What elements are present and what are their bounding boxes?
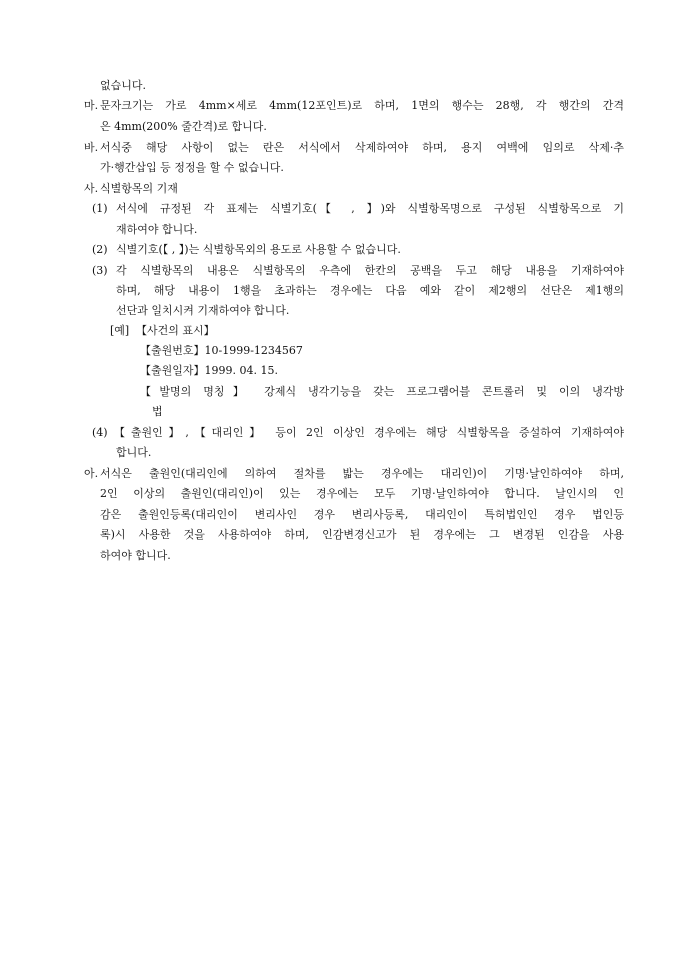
sub-item-3-line-2: 하며, 해당 내용이 1행을 초과하는 경우에는 다음 예와 같이 제2행의 선단은 제1행의 bbox=[116, 284, 624, 297]
item-ba-line-1: 서식중 해당 사항이 없는 란은 서식에서 삭제하여야 하며, 용지 여백에 임의로 삭제·추 bbox=[100, 141, 624, 154]
sub-item-4-line-1: 【출원인】,【대리인】 등이 2인 이상인 경우에는 해당 식별항목을 증설하여 기재하여야 bbox=[114, 426, 624, 439]
item-ba-marker: 바. bbox=[84, 141, 99, 154]
item-a-line-4: 록)시 사용한 것을 사용하여야 하며, 인감변경신고가 된 경우에는 그 변경된 인감을 사용 bbox=[100, 528, 624, 541]
sub-item-3-line-1: 각 식별항목의 내용은 식별항목의 우측에 한칸의 공백을 두고 해당 내용을 기재하여야 bbox=[116, 264, 624, 277]
example-invention-title-line-1: 【발명의 명칭】 강제식 냉각기능을 갖는 프로그램어블 콘트롤러 및 이의 냉각방 bbox=[140, 385, 624, 398]
item-a-line-5: 하여야 합니다. bbox=[100, 549, 171, 562]
continuation-text: 없습니다. bbox=[100, 79, 147, 92]
example-application-date: 【출원일자】1999. 04. 15. bbox=[140, 364, 278, 377]
sub-item-2-line-1: 식별기호(【 , 】)는 식별항목외의 용도로 사용할 수 없습니다. bbox=[116, 243, 401, 256]
item-sa-heading: 식별항목의 기재 bbox=[100, 182, 178, 195]
sub-item-1-line-2: 재하여야 합니다. bbox=[116, 223, 198, 236]
sub-item-2-marker: (2) bbox=[92, 243, 108, 256]
example-invention-title-line-2: 법 bbox=[152, 405, 163, 418]
item-a-line-2: 2인 이상의 출원인(대리인)이 있는 경우에는 모두 기명·날인하여야 합니다. 날인시의 인 bbox=[100, 487, 624, 500]
sub-item-4-marker: (4) bbox=[92, 426, 108, 439]
example-case-title: 【사건의 표시】 bbox=[136, 324, 215, 337]
item-a-line-3: 감은 출원인등록(대리인이 변리사인 경우 변리사등록, 대리인이 특허법인인 경우 법인등 bbox=[100, 508, 624, 521]
item-ba-line-2: 가·행간삽입 등 정정을 할 수 없습니다. bbox=[100, 161, 284, 174]
item-a-marker: 아. bbox=[84, 467, 99, 480]
sub-item-1-marker: (1) bbox=[92, 202, 108, 215]
sub-item-4-line-2: 합니다. bbox=[116, 446, 152, 459]
example-application-number: 【출원번호】10-1999-1234567 bbox=[140, 344, 303, 357]
item-a-line-1: 서식은 출원인(대리인에 의하여 절차를 밟는 경우에는 대리인)이 기명·날인하여야 하며, bbox=[100, 467, 624, 480]
sub-item-3-marker: (3) bbox=[92, 264, 108, 277]
item-sa-marker: 사. bbox=[84, 182, 99, 195]
item-ma-line-1: 문자크기는 가로 4mm×세로 4mm(12포인트)로 하며, 1면의 행수는 28행, 각 행간의 간격 bbox=[100, 99, 624, 112]
item-ma-line-2: 은 4mm(200% 줄간격)로 합니다. bbox=[100, 120, 267, 133]
item-ma-marker: 마. bbox=[84, 99, 99, 112]
sub-item-3-line-3: 선단과 일치시켜 기재하여야 합니다. bbox=[116, 304, 290, 317]
example-marker: [예] bbox=[110, 324, 130, 337]
sub-item-1-line-1: 서식에 규정된 각 표제는 식별기호(【 , 】)와 식별항목명으로 구성된 식별항목으로 기 bbox=[116, 202, 624, 215]
